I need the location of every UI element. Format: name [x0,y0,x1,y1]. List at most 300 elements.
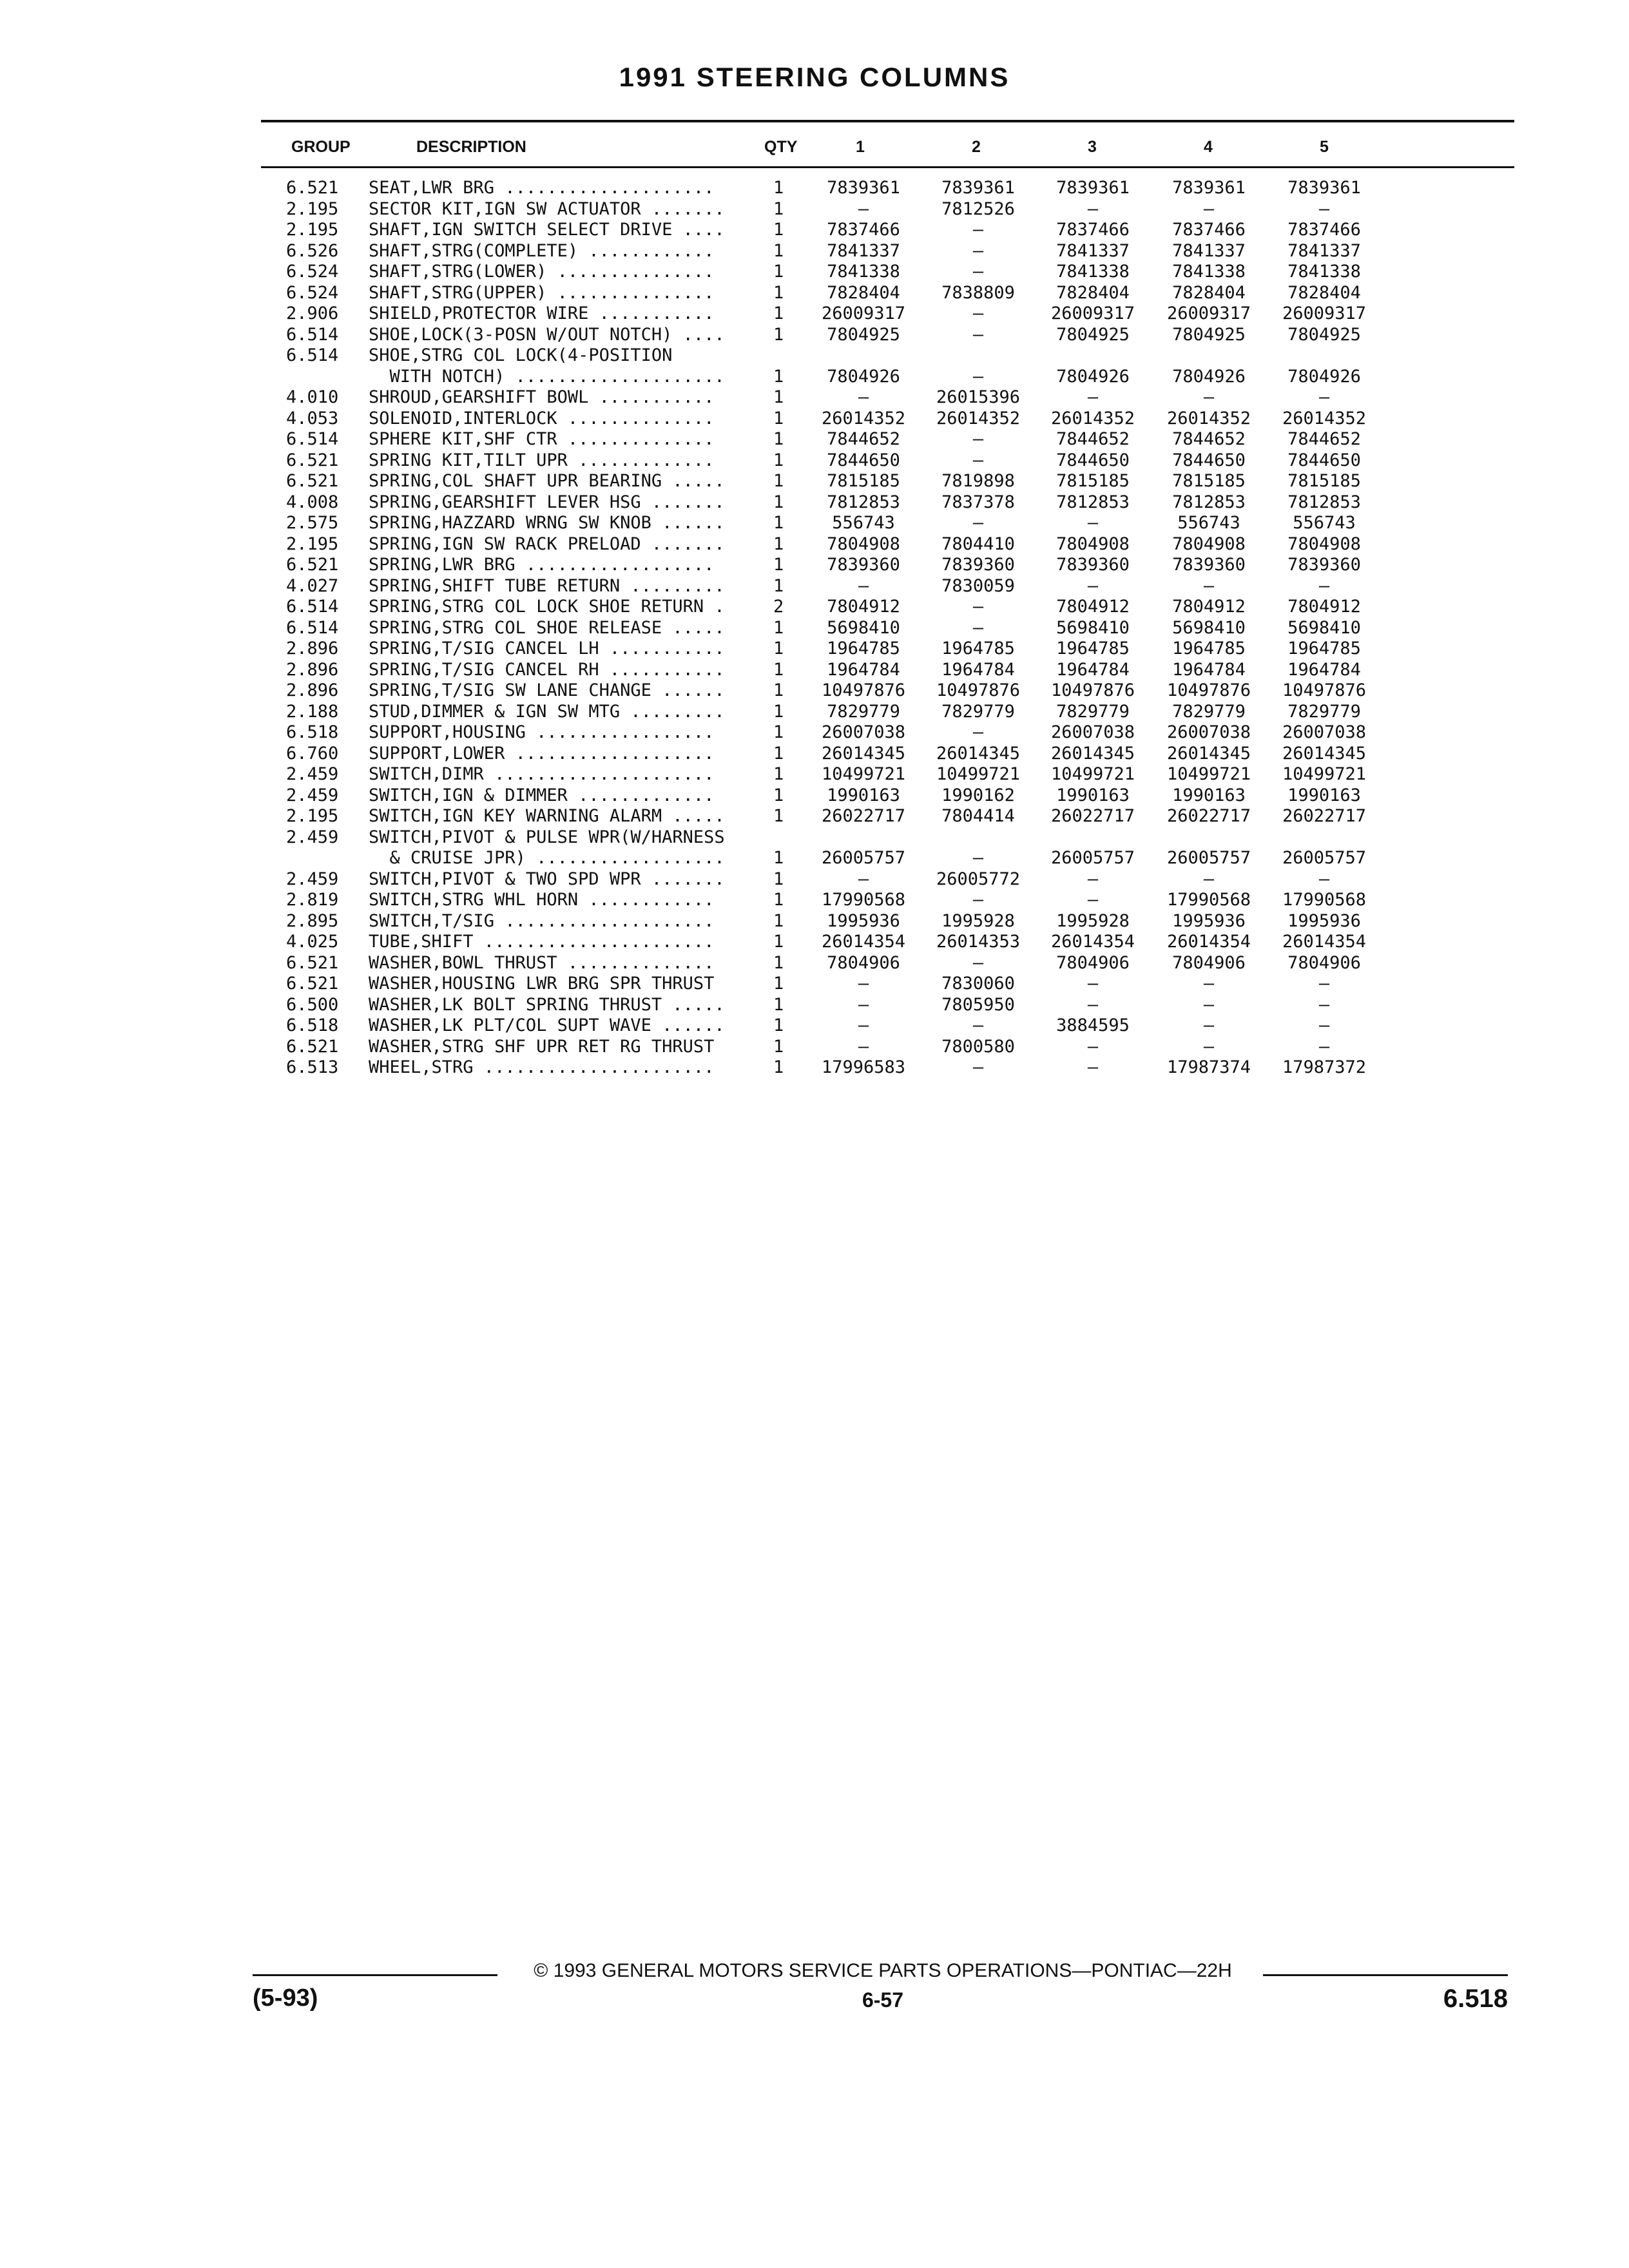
group-cell: 2.195 [286,198,339,219]
part-number-col-5: 7804908 [1287,533,1361,554]
part-number-col-4: 7844650 [1172,450,1246,470]
part-number-col-1: 7804926 [827,366,900,387]
part-number-col-2: 7804410 [941,533,1015,554]
part-number-col-4: 7812853 [1172,492,1246,512]
part-number-col-3: 7804926 [1056,366,1130,387]
table-row [0,492,1629,514]
part-number-col-2: — [972,513,984,533]
table-row [0,367,1629,388]
qty-cell: 1 [773,932,784,952]
qty-cell: 1 [773,450,784,470]
part-number-col-4: 7844652 [1172,429,1246,449]
group-cell: 6.513 [286,1057,339,1077]
qty-cell: 1 [773,429,784,449]
description-cell: SWITCH,STRG WHL HORN ............ [369,890,715,910]
qty-cell: 2 [773,597,784,617]
part-number-col-4: 26005757 [1166,848,1251,868]
part-number-col-5: 1990163 [1287,785,1361,805]
part-number-col-1: 1964785 [827,639,900,658]
part-number-col-1: 26014352 [821,408,906,428]
description-cell: SPRING,GEARSHIFT LEVER HSG ....... [369,492,725,512]
part-number-col-3: — [1087,974,1099,994]
part-number-col-1: 26009317 [821,303,906,323]
table-row [0,450,1629,472]
part-number-col-2: — [972,722,984,742]
qty-cell: 1 [773,680,784,700]
part-number-col-5: 1964785 [1287,639,1361,658]
part-number-col-3: 7844650 [1056,450,1130,470]
description-cell: WITH NOTCH) .................... [369,366,725,387]
table-row [0,534,1629,555]
part-number-col-3: 7804925 [1056,324,1130,345]
part-number-col-5: — [1318,387,1330,407]
part-number-col-5: 26014354 [1282,932,1367,952]
part-number-col-5: 7829779 [1287,701,1361,722]
qty-cell: 1 [773,659,784,680]
part-number-col-4: 7829779 [1172,701,1246,722]
group-cell: 2.459 [286,827,339,847]
part-number-col-5: — [1318,869,1330,889]
group-cell: 6.518 [286,722,339,742]
part-number-col-4: 17987374 [1166,1057,1251,1077]
qty-cell: 1 [773,722,784,742]
table-row [0,597,1629,618]
part-number-col-3: 10497876 [1050,680,1135,700]
part-number-col-4: 1990163 [1172,785,1246,805]
description-cell: SHAFT,STRG(UPPER) ............... [369,282,715,303]
description-cell: SHAFT,STRG(LOWER) ............... [369,262,715,282]
part-number-col-5: — [1318,1015,1330,1035]
part-number-col-4: 556743 [1177,513,1240,533]
part-number-col-5: 7804912 [1287,597,1361,617]
qty-cell: 1 [773,764,784,784]
footer-rule-left [253,1974,497,1976]
table-row [0,995,1629,1016]
table-row [0,1015,1629,1037]
qty-cell: 1 [773,220,784,240]
part-number-col-5: 7844652 [1287,429,1361,449]
part-number-col-4: 26014345 [1166,743,1251,764]
table-row [0,869,1629,890]
part-number-col-2: 7830059 [941,575,1015,596]
part-number-col-2: — [972,366,984,387]
table-row [0,303,1629,325]
qty-cell: 1 [773,1015,784,1035]
header-col-1: 1 [856,138,865,156]
description-cell: SPRING,SHIFT TUBE RETURN ......... [369,575,725,596]
part-number-col-1: 7844652 [827,429,900,449]
part-number-col-2: — [972,429,984,449]
group-cell: 6.521 [286,974,339,994]
table-row [0,744,1629,765]
table-row [0,408,1629,430]
description-cell: TUBE,SHIFT ...................... [369,932,715,952]
description-cell: SHROUD,GEARSHIFT BOWL ........... [369,387,715,407]
qty-cell: 1 [773,869,784,889]
table-row [0,220,1629,241]
part-number-col-4: 7837466 [1172,220,1246,240]
part-number-col-5: 26022717 [1282,806,1367,826]
description-cell: SHAFT,IGN SWITCH SELECT DRIVE .... [369,220,725,240]
group-cell: 2.895 [286,910,339,931]
part-number-col-4: 7841337 [1172,240,1246,261]
part-number-col-2: 1995928 [941,910,1015,931]
part-number-col-5: 7844650 [1287,450,1361,470]
table-row [0,555,1629,576]
table-row [0,890,1629,911]
part-number-col-3: 26009317 [1050,303,1135,323]
qty-cell: 1 [773,701,784,722]
part-number-col-1: — [858,1036,869,1057]
part-number-col-1: 7837466 [827,220,900,240]
part-number-col-4: 17990568 [1166,890,1251,910]
part-number-col-2: 26014353 [936,932,1021,952]
table-row [0,471,1629,492]
qty-cell: 1 [773,1036,784,1057]
part-number-col-2: 26015396 [936,387,1021,407]
table-row [0,513,1629,534]
qty-cell: 1 [773,408,784,428]
qty-cell: 1 [773,785,784,805]
description-cell: SHAFT,STRG(COMPLETE) ............ [369,240,715,261]
part-number-col-5: 1964784 [1287,659,1361,680]
part-number-col-3: 7839360 [1056,555,1130,575]
group-cell: 4.008 [286,492,339,512]
table-row [0,283,1629,304]
part-number-col-1: 7841338 [827,262,900,282]
group-cell: 6.514 [286,597,339,617]
part-number-col-4: 1995936 [1172,910,1246,931]
part-number-col-3: 1995928 [1056,910,1130,931]
part-number-col-5: 7812853 [1287,492,1361,512]
table-row [0,806,1629,827]
part-number-col-3: — [1087,575,1099,596]
header-group: GROUP [291,138,351,156]
part-number-col-5: 7841338 [1287,262,1361,282]
group-cell: 2.906 [286,303,339,323]
qty-cell: 1 [773,639,784,658]
part-number-col-2: 7804414 [941,806,1015,826]
part-number-col-2: 7829779 [941,701,1015,722]
qty-cell: 1 [773,240,784,261]
part-number-col-4: 26014352 [1166,408,1251,428]
part-number-col-1: 26014354 [821,932,906,952]
part-number-col-4: 7839360 [1172,555,1246,575]
page-number: 6-57 [862,1988,904,2012]
parts-table [0,178,1629,1079]
group-cell: 6.521 [286,555,339,575]
part-number-col-1: 556743 [832,513,895,533]
part-number-col-1: 17996583 [821,1057,906,1077]
table-row [0,199,1629,220]
table-row [0,576,1629,597]
group-cell: 6.518 [286,1015,339,1035]
qty-cell: 1 [773,994,784,1015]
part-number-col-3: — [1087,1036,1099,1057]
group-cell: 2.896 [286,680,339,700]
qty-cell: 1 [773,492,784,512]
part-number-col-4: 7804912 [1172,597,1246,617]
qty-cell: 1 [773,952,784,973]
part-number-col-3: — [1087,513,1099,533]
part-number-col-3: 7804906 [1056,952,1130,973]
description-cell: SPRING,T/SIG CANCEL RH ........... [369,659,725,680]
part-number-col-3: — [1087,869,1099,889]
part-number-col-3: 7837466 [1056,220,1130,240]
part-number-col-2: — [972,303,984,323]
revision-date: (5-93) [253,1984,318,2012]
part-number-col-5: 26005757 [1282,848,1367,868]
description-cell: WASHER,LK PLT/COL SUPT WAVE ...... [369,1015,725,1035]
part-number-col-4: 7839361 [1172,178,1246,198]
table-row [0,325,1629,346]
qty-cell: 1 [773,178,784,198]
part-number-col-3: 7839361 [1056,178,1130,198]
part-number-col-2: 1964784 [941,659,1015,680]
part-number-col-5: 26014345 [1282,743,1367,764]
part-number-col-2: — [972,848,984,868]
part-number-col-1: 7844650 [827,450,900,470]
header-qty: QTY [764,138,798,156]
group-cell: 6.514 [286,345,339,365]
group-cell: 4.027 [286,575,339,596]
part-number-col-3: 3884595 [1056,1015,1130,1035]
qty-cell: 1 [773,366,784,387]
description-cell: SECTOR KIT,IGN SW ACTUATOR ....... [369,198,725,219]
group-cell: 4.010 [286,387,339,407]
part-number-col-2: 7838809 [941,282,1015,303]
part-number-col-4: 7804906 [1172,952,1246,973]
part-number-col-4: 7815185 [1172,471,1246,491]
table-row [0,702,1629,723]
part-number-col-1: — [858,1015,869,1035]
part-number-col-2: 1990162 [941,785,1015,805]
part-number-col-4: — [1203,869,1215,889]
table-row [0,639,1629,660]
part-number-col-3: 26014352 [1050,408,1135,428]
part-number-col-2: 26014352 [936,408,1021,428]
group-cell: 6.500 [286,994,339,1015]
part-number-col-2: 7819898 [941,471,1015,491]
part-number-col-2: 1964785 [941,639,1015,658]
part-number-col-3: 7841337 [1056,240,1130,261]
table-row [0,974,1629,995]
part-number-col-4: — [1203,1015,1215,1035]
table-row [0,848,1629,869]
part-number-col-4: 7828404 [1172,282,1246,303]
part-number-col-4: — [1203,974,1215,994]
part-number-col-3: — [1087,1057,1099,1077]
part-number-col-1: 7841337 [827,240,900,261]
part-number-col-5: — [1318,198,1330,219]
qty-cell: 1 [773,890,784,910]
part-number-col-4: 7804908 [1172,533,1246,554]
part-number-col-2: 26014345 [936,743,1021,764]
part-number-col-4: 26014354 [1166,932,1251,952]
qty-cell: 1 [773,910,784,931]
part-number-col-4: 10497876 [1166,680,1251,700]
part-number-col-2: — [972,952,984,973]
part-number-col-3: 26014354 [1050,932,1135,952]
part-number-col-1: 17990568 [821,890,906,910]
table-row [0,241,1629,262]
part-number-col-1: 26022717 [821,806,906,826]
part-number-col-1: 7804925 [827,324,900,345]
table-row [0,387,1629,408]
qty-cell: 1 [773,533,784,554]
part-number-col-1: 7812853 [827,492,900,512]
part-number-col-2: — [972,890,984,910]
part-number-col-1: 7815185 [827,471,900,491]
qty-cell: 1 [773,282,784,303]
part-number-col-4: 10499721 [1166,764,1251,784]
part-number-col-5: — [1318,1036,1330,1057]
part-number-col-3: 7828404 [1056,282,1130,303]
part-number-col-1: 7829779 [827,701,900,722]
group-cell: 6.521 [286,952,339,973]
table-row [0,660,1629,681]
part-number-col-3: 1964785 [1056,639,1130,658]
description-cell: SHOE,STRG COL LOCK(4-POSITION [369,345,673,365]
part-number-col-5: 26009317 [1282,303,1367,323]
description-cell: & CRUISE JPR) .................. [369,848,725,868]
qty-cell: 1 [773,806,784,826]
table-row [0,785,1629,807]
part-number-col-2: — [972,240,984,261]
part-number-col-4: 1964785 [1172,639,1246,658]
part-number-col-4: — [1203,198,1215,219]
part-number-col-4: 26007038 [1166,722,1251,742]
description-cell: SWITCH,DIMR ..................... [369,764,715,784]
header-description: DESCRIPTION [416,138,526,156]
part-number-col-5: 7828404 [1287,282,1361,303]
description-cell: SPRING,LWR BRG .................. [369,555,715,575]
header-top-rule [261,120,1514,122]
part-number-col-1: 10499721 [821,764,906,784]
part-number-col-1: 26014345 [821,743,906,764]
description-cell: WASHER,HOUSING LWR BRG SPR THRUST [369,974,715,994]
description-cell: SPRING,COL SHAFT UPR BEARING ..... [369,471,725,491]
part-number-col-1: 7839360 [827,555,900,575]
part-number-col-3: 5698410 [1056,617,1130,638]
group-cell: 6.521 [286,471,339,491]
qty-cell: 1 [773,513,784,533]
part-number-col-5: 7804906 [1287,952,1361,973]
part-number-col-2: 7812526 [941,198,1015,219]
part-number-col-5: 17987372 [1282,1057,1367,1077]
part-number-col-5: — [1318,974,1330,994]
part-number-col-3: 1990163 [1056,785,1130,805]
part-number-col-3: 7804912 [1056,597,1130,617]
table-row [0,178,1629,199]
qty-cell: 1 [773,848,784,868]
qty-cell: 1 [773,555,784,575]
qty-cell: 1 [773,575,784,596]
part-number-col-1: — [858,575,869,596]
part-number-col-5: — [1318,575,1330,596]
part-number-col-2: — [972,220,984,240]
part-number-col-1: 7804908 [827,533,900,554]
description-cell: SUPPORT,LOWER ................... [369,743,715,764]
part-number-col-5: 7839361 [1287,178,1361,198]
part-number-col-2: 7830060 [941,974,1015,994]
part-number-col-2: 7805950 [941,994,1015,1015]
header-col-5: 5 [1320,138,1329,156]
description-cell: SPRING,HAZZARD WRNG SW KNOB ...... [369,513,725,533]
qty-cell: 1 [773,262,784,282]
table-row [0,827,1629,849]
footer-rule-right [1263,1974,1508,1976]
group-cell: 6.524 [286,282,339,303]
part-number-col-1: — [858,387,869,407]
description-cell: STUD,DIMMER & IGN SW MTG ......... [369,701,725,722]
part-number-col-4: 5698410 [1172,617,1246,638]
part-number-col-2: 7800580 [941,1036,1015,1057]
part-number-col-5: 1995936 [1287,910,1361,931]
part-number-col-2: — [972,1057,984,1077]
table-row [0,262,1629,283]
part-number-col-1: 1990163 [827,785,900,805]
part-number-col-3: 26014345 [1050,743,1135,764]
table-row [0,429,1629,450]
part-number-col-1: — [858,974,869,994]
description-cell: SWITCH,IGN & DIMMER ............. [369,785,715,805]
part-number-col-2: — [972,1015,984,1035]
description-cell: SPRING,T/SIG CANCEL LH ........... [369,639,725,658]
part-number-col-1: 10497876 [821,680,906,700]
part-number-col-5: 10499721 [1282,764,1367,784]
part-number-col-3: 7829779 [1056,701,1130,722]
part-number-col-5: 7837466 [1287,220,1361,240]
part-number-col-4: 7841338 [1172,262,1246,282]
description-cell: SWITCH,PIVOT & TWO SPD WPR ....... [369,869,725,889]
part-number-col-3: — [1087,890,1099,910]
part-number-col-2: 26005772 [936,869,1021,889]
group-cell: 2.459 [286,764,339,784]
group-cell: 2.896 [286,659,339,680]
qty-cell: 1 [773,387,784,407]
description-cell: SWITCH,IGN KEY WARNING ALARM ..... [369,806,725,826]
group-cell: 2.195 [286,806,339,826]
part-number-col-5: 26014352 [1282,408,1367,428]
part-number-col-3: 7812853 [1056,492,1130,512]
group-cell: 6.514 [286,617,339,638]
page-title: 1991 STEERING COLUMNS [619,62,1010,92]
part-number-col-5: 26007038 [1282,722,1367,742]
part-number-col-2: — [972,597,984,617]
part-number-col-3: 10499721 [1050,764,1135,784]
table-row [0,680,1629,702]
part-number-col-2: — [972,617,984,638]
table-row [0,722,1629,744]
description-cell: SPRING KIT,TILT UPR ............. [369,450,715,470]
part-number-col-3: — [1087,387,1099,407]
description-cell: SWITCH,T/SIG .................... [369,910,715,931]
part-number-col-4: 1964784 [1172,659,1246,680]
part-number-col-3: — [1087,994,1099,1015]
header-bottom-rule [261,166,1514,168]
qty-cell: 1 [773,1057,784,1077]
part-number-col-3: — [1087,198,1099,219]
description-cell: SUPPORT,HOUSING ................. [369,722,715,742]
part-number-col-1: 7804906 [827,952,900,973]
part-number-col-5: 7804925 [1287,324,1361,345]
table-row [0,764,1629,785]
part-number-col-3: 7844652 [1056,429,1130,449]
part-number-col-5: 556743 [1293,513,1356,533]
header-col-3: 3 [1088,138,1097,156]
part-number-col-2: 10499721 [936,764,1021,784]
